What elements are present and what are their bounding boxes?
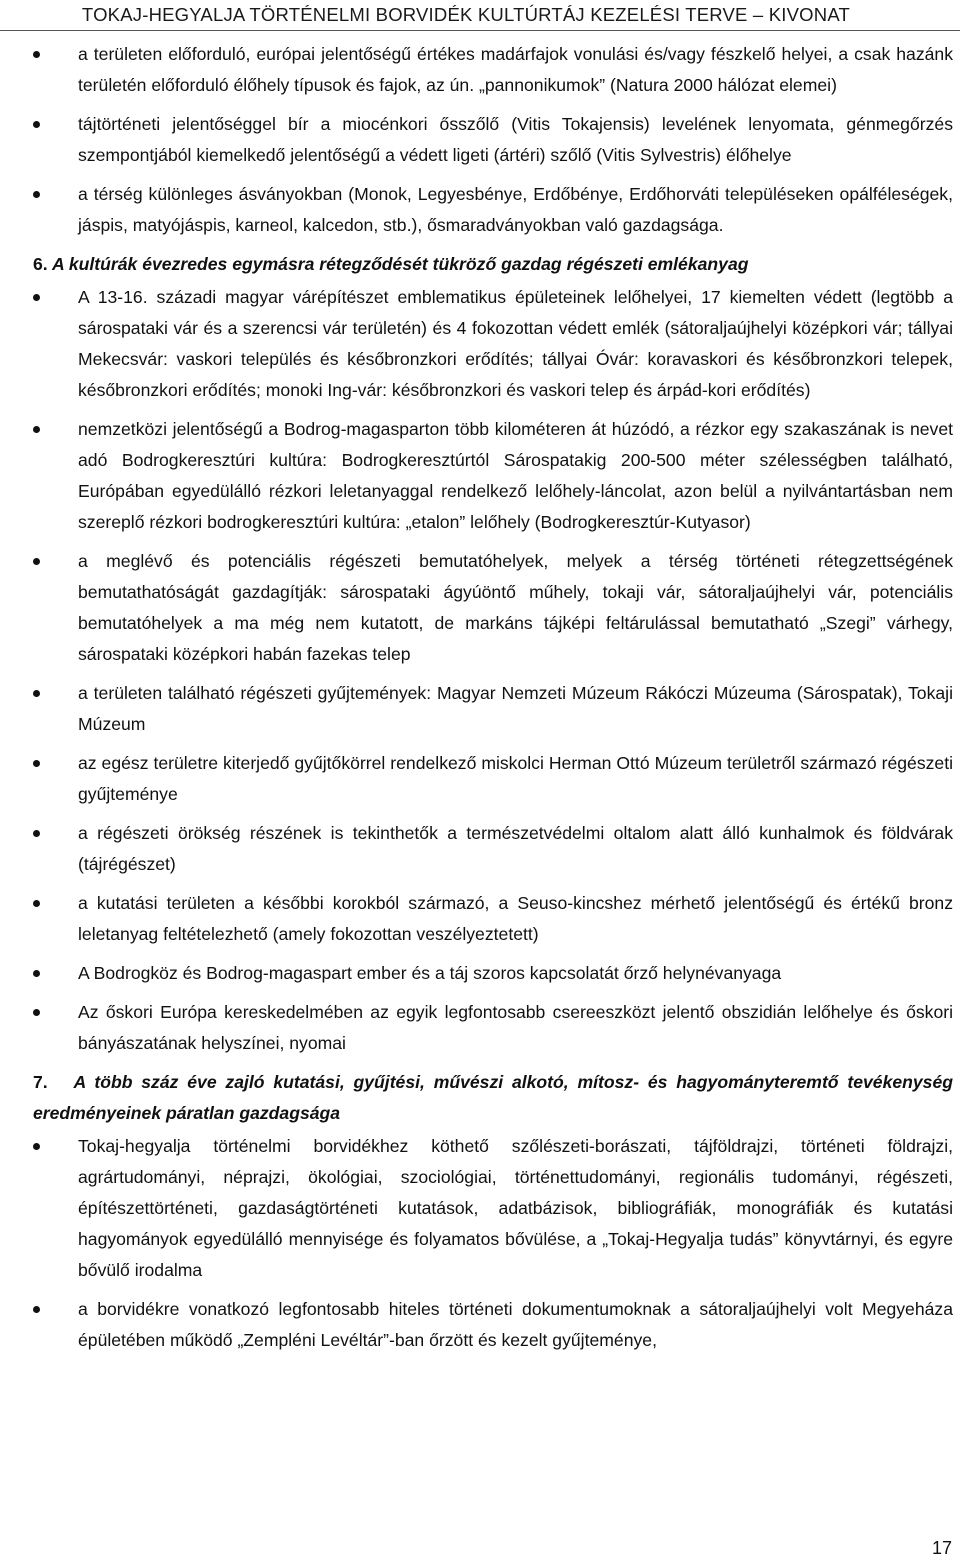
bullet-icon xyxy=(33,558,40,565)
bullet-icon xyxy=(33,690,40,697)
bullet-icon xyxy=(33,1143,40,1150)
header-divider xyxy=(0,30,960,31)
list-item: a területen előforduló, európai jelentőségű értékes madárfajok vonulási és/vagy fészkelő helyei, a csak hazánk területén előforduló élőhely típusok és fajok, az ún. „pannonikumok” (Natura 2000 hálózat elemei) xyxy=(33,39,953,101)
bullet-icon xyxy=(33,760,40,767)
bullet-icon xyxy=(33,1306,40,1313)
page-number: 17 xyxy=(931,1538,952,1558)
bullet-icon xyxy=(33,51,40,58)
list-item: a meglévő és potenciális régészeti bemutatóhelyek, melyek a térség történeti rétegzettségének bemutathatóságát gazdagítják: sárospataki ágyúöntő műhely, tokaji vár, sátoraljaújhelyi vár, potenciális bemutatóhelyek a ma még nem kutatott, de markáns tájképi feltárulással bemutatható „Szegi” várhegy, sárospataki középkori habán fazekas telep xyxy=(33,546,953,670)
research-list xyxy=(33,1131,953,1356)
list-item: a borvidékre vonatkozó legfontosabb hiteles történeti dokumentumoknak a sátoraljaújhelyi volt Megyeháza épületében működő „Zempléni Levéltár”-ban őrzött és kezelt gyűjteménye, xyxy=(33,1294,953,1356)
bullet-icon xyxy=(33,191,40,198)
section-heading-7: 7. A több száz éve zajló kutatási, gyűjtési, művészi alkotó, mítosz- és hagyományteremtő tevékenység eredményeinek páratlan gazdagsága xyxy=(33,1072,953,1123)
document-body xyxy=(33,39,953,1364)
document-title: TOKAJ-HEGYALJA TÖRTÉNELMI BORVIDÉK KULTÚRTÁJ KEZELÉSI TERVE – KIVONAT xyxy=(81,4,850,25)
list-item: tájtörténeti jelentőséggel bír a miocénkori ősszőlő (Vitis Tokajensis) levelének lenyomata, génmegőrzés szempontjából kiemelkedő jelentőségű a védett ligeti (ártéri) szőlő (Vitis Sylvestris) élőhelye xyxy=(33,109,953,171)
list-item: a régészeti örökség részének is tekinthetők a természetvédelmi oltalom alatt álló kunhalmok és földvárak (tájrégészet) xyxy=(33,818,953,880)
list-item: nemzetközi jelentőségű a Bodrog-magasparton több kilométeren át húzódó, a rézkor egy szakaszának is nevet adó Bodrogkeresztúri kultúra: Bodrogkeresztúrtól Sárospatakig 200-500 méter szélességben található, Európában egyedülálló rézkori leletanyaggal rendelkező lelőhely-láncolat, azon belül a nyilvántartásban nem szereplő rézkori bodrogkeresztúri kultúra: „etalon” lelőhely (Bodrogkeresztúr-Kutyasor) xyxy=(33,414,953,538)
section-heading-6: 6. A kultúrák évezredes egymásra rétegződését tükröző gazdag régészeti emlékanyag xyxy=(33,254,749,274)
bullet-icon xyxy=(33,900,40,907)
archaeology-list xyxy=(33,282,953,1059)
list-item: A 13-16. századi magyar várépítészet emblematikus épületeinek lelőhelyei, 17 kiemelten védett (legtöbb a sárospataki vár és a szerencsi vár területén) és 4 fokozottan védett emlék (sátoraljaújhelyi középkori vár; tállyai Mekecsvár: vaskori település és későbronzkori erődítés; tállyai Óvár: koravaskori és későbronzkori telepek, későbronzkori erődítés; monoki Ing-vár: későbronzkori és vaskori telep és árpád-kori erődítés) xyxy=(33,282,953,406)
bullet-icon xyxy=(33,970,40,977)
list-item: az egész területre kiterjedő gyűjtőkörrel rendelkező miskolci Herman Ottó Múzeum területről származó régészeti gyűjteménye xyxy=(33,748,953,810)
list-item: a kutatási területen a későbbi korokból származó, a Seuso-kincshez mérhető jelentőségű és értékű bronz leletanyag feltételezhető (amely fokozottan veszélyeztetett) xyxy=(33,888,953,950)
natural-values-list xyxy=(33,39,953,241)
bullet-icon xyxy=(33,121,40,128)
bullet-icon xyxy=(33,1009,40,1016)
list-item: a térség különleges ásványokban (Monok, Legyesbénye, Erdőbénye, Erdőhorváti településeken opálféleségek, jáspis, matyójáspis, karneol, kalcedon, stb.), ősmaradványokban való gazdagsága. xyxy=(33,179,953,241)
bullet-icon xyxy=(33,426,40,433)
page-header xyxy=(0,0,960,30)
bullet-icon xyxy=(33,830,40,837)
list-item: Az őskori Európa kereskedelmében az egyik legfontosabb csereeszközt jelentő obszidián lelőhelye és őskori bányászatának helyszínei, nyomai xyxy=(33,997,953,1059)
list-item: a területen található régészeti gyűjtemények: Magyar Nemzeti Múzeum Rákóczi Múzeuma (Sárospatak), Tokaji Múzeum xyxy=(33,678,953,740)
list-item: Tokaj-hegyalja történelmi borvidékhez köthető szőlészeti-borászati, tájföldrajzi, történeti földrajzi, agrártudományi, néprajzi, ökológiai, szociológiai, történettudományi, regionális tudományi, régészeti, építészettörténeti, gazdaságtörténeti kutatások, adatbázisok, bibliográfiák, monográfiák és kutatási hagyományok egyedülálló mennyisége és folyamatos bővülése, a „Tokaj-Hegyalja tudás” könyvtárnyi, és egyre bővülő irodalma xyxy=(33,1131,953,1286)
bullet-icon xyxy=(33,294,40,301)
list-item: A Bodrogköz és Bodrog-magaspart ember és a táj szoros kapcsolatát őrző helynévanyaga xyxy=(33,958,953,989)
